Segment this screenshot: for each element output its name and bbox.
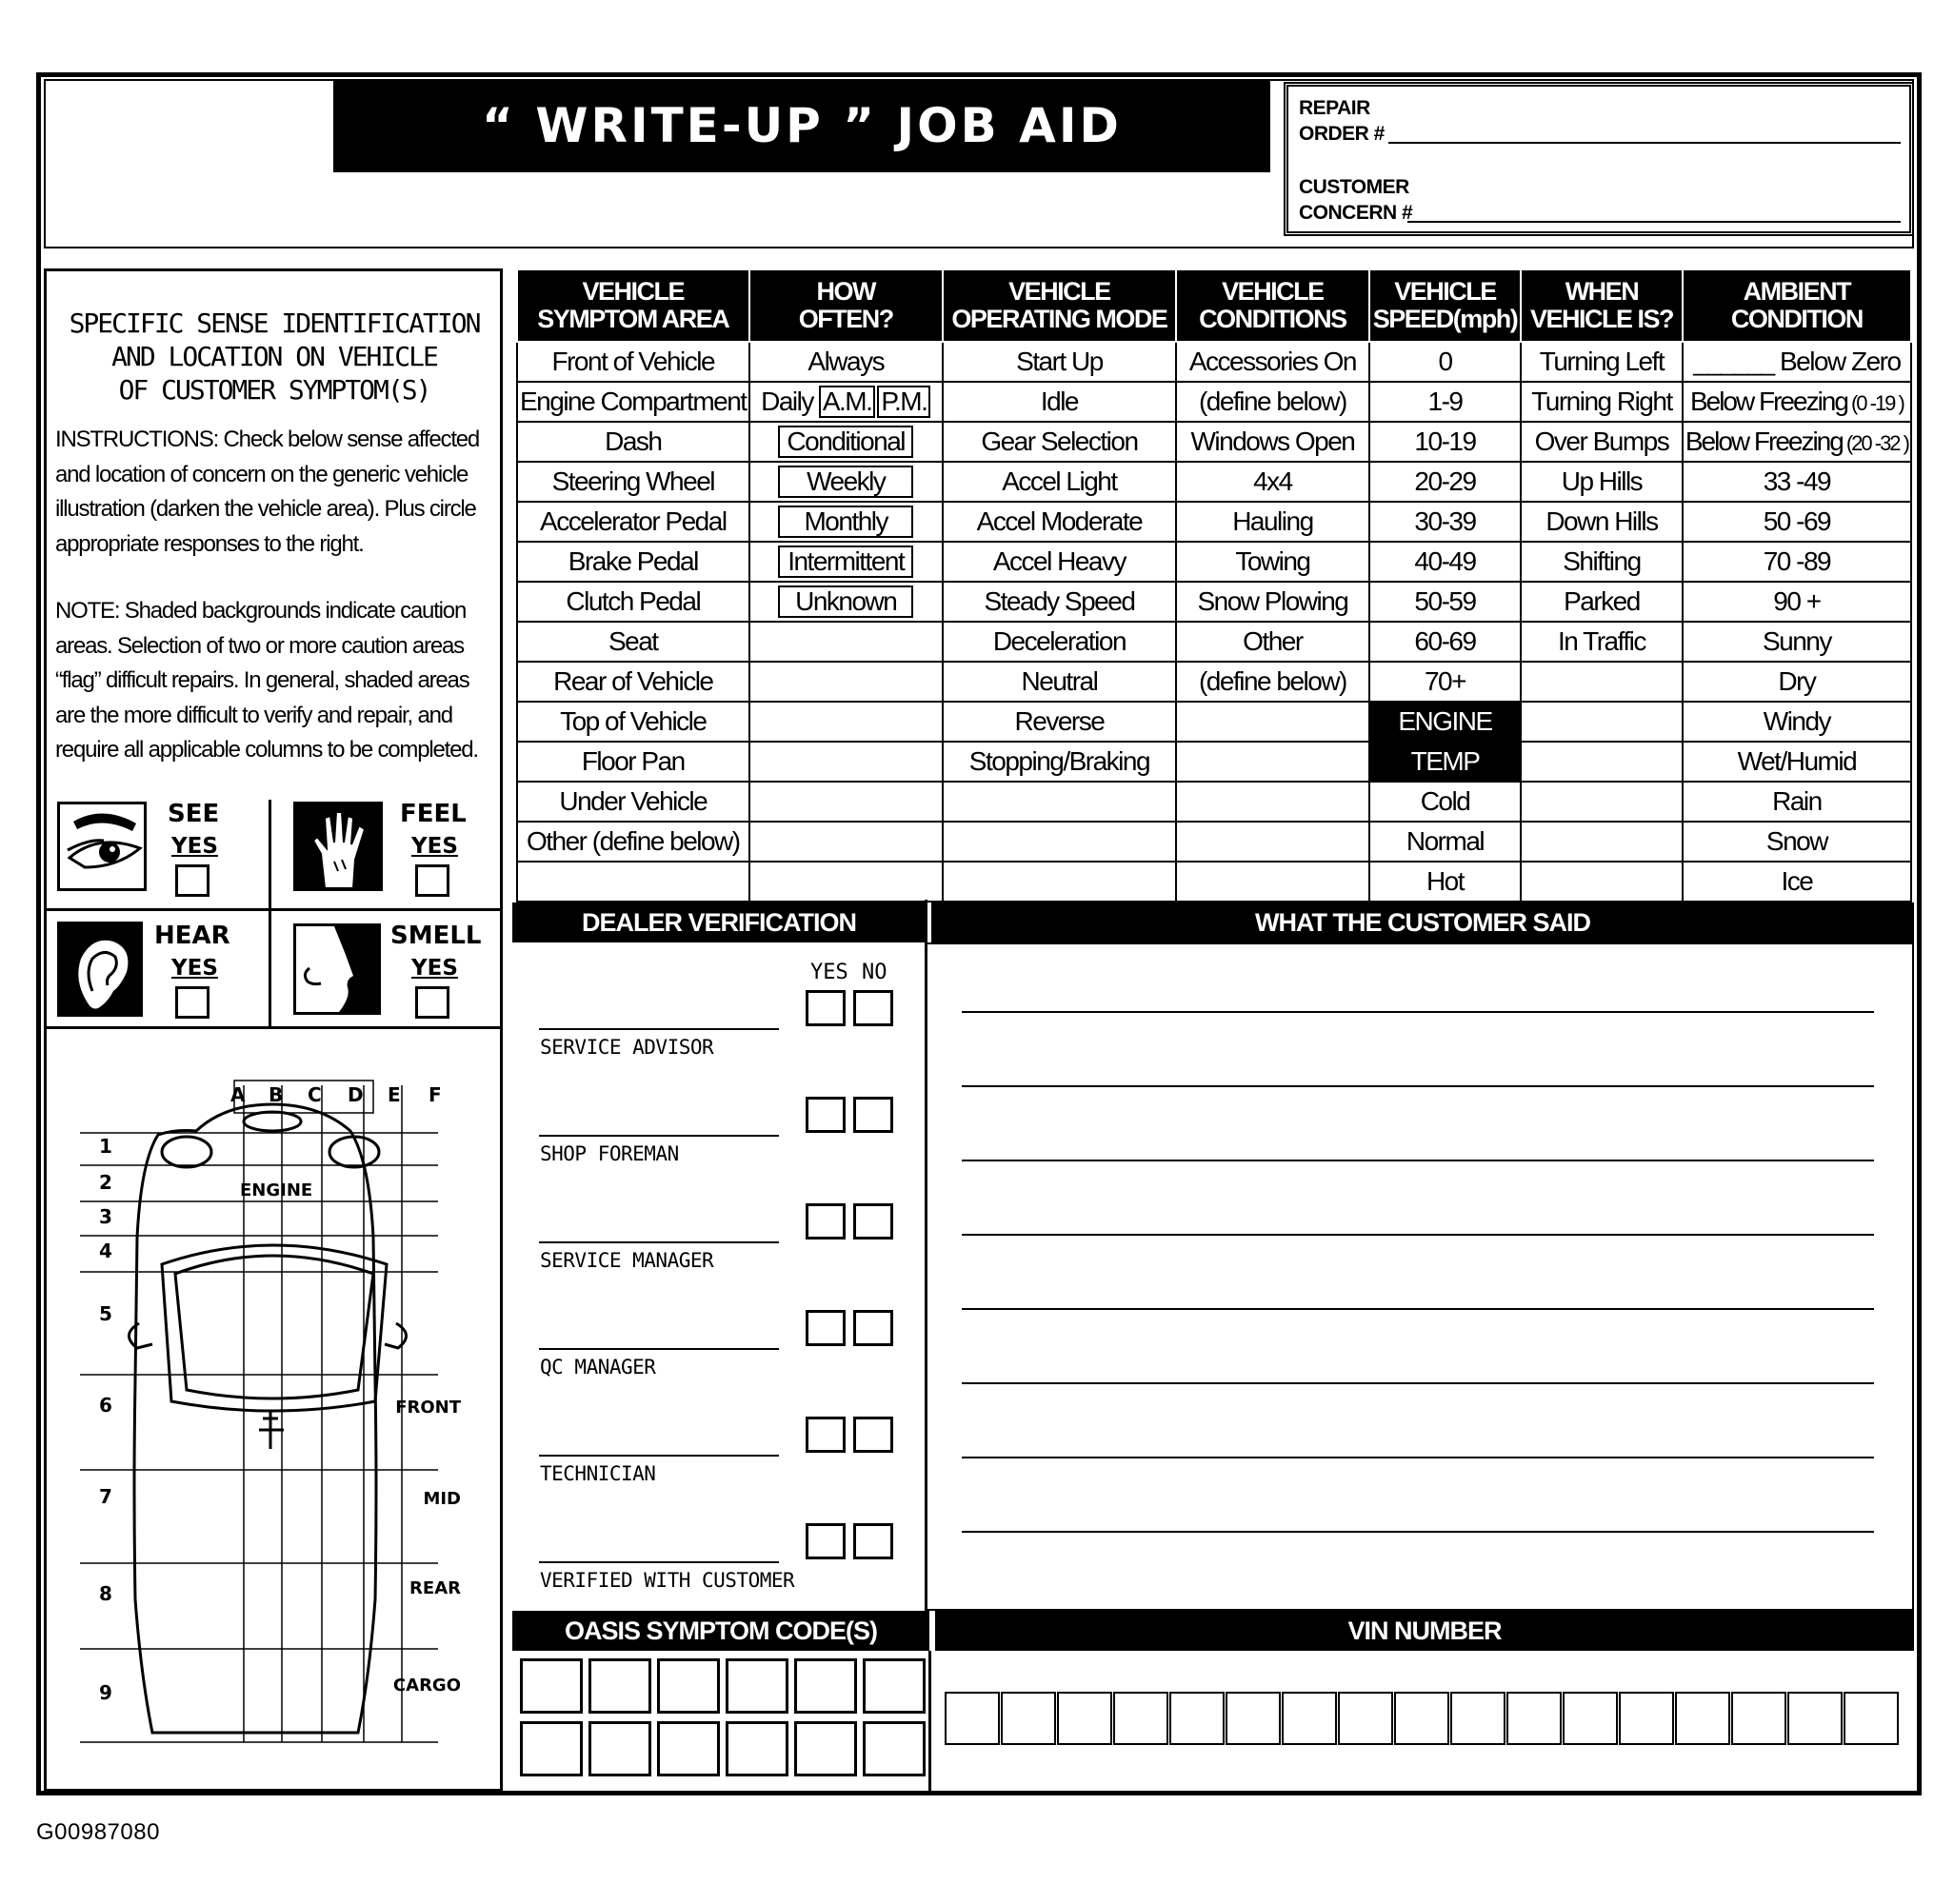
how-often-option[interactable]: Intermittent: [778, 545, 913, 578]
how-often-cell[interactable]: [749, 502, 943, 542]
sense-divider: [269, 800, 271, 1026]
ambient-value[interactable]: Rain: [1772, 786, 1822, 816]
note-text: NOTE: Shaded backgrounds indicate caution areas. Selection of two or more caution areas “flag” difficult repairs. In general, shaded areas are the more difficult to verify and repair, and require all applicable columns to be completed.: [55, 598, 478, 763]
operating-mode-cell[interactable]: Deceleration: [943, 622, 1176, 662]
grid-row-label: 2: [99, 1171, 112, 1194]
writing-line[interactable]: [962, 1457, 1874, 1458]
vin-character-box[interactable]: [1450, 1692, 1505, 1745]
see-label: SEE: [168, 800, 220, 828]
smell-yes-checkbox[interactable]: [415, 986, 449, 1019]
when-cell[interactable]: Parked: [1521, 582, 1683, 622]
ambient-cell[interactable]: [1683, 622, 1911, 662]
when-cell[interactable]: [1521, 862, 1683, 902]
ambient-value[interactable]: Wet/Humid: [1737, 746, 1857, 776]
when-cell[interactable]: [1521, 822, 1683, 862]
speed-cell[interactable]: TEMP: [1369, 742, 1521, 782]
conditions-cell[interactable]: [1176, 782, 1369, 822]
vin-character-box[interactable]: [1731, 1692, 1786, 1745]
ambient-cell[interactable]: [1683, 702, 1911, 742]
speed-cell[interactable]: ENGINE: [1369, 702, 1521, 742]
signature-line[interactable]: [539, 1028, 779, 1030]
operating-mode-cell[interactable]: [943, 862, 1176, 902]
symptom-area-cell[interactable]: Front of Vehicle: [517, 342, 749, 382]
grid-column-label: D: [348, 1083, 364, 1106]
ear-icon: [57, 922, 143, 1017]
symptom-area-cell[interactable]: [517, 862, 749, 902]
how-often-cell[interactable]: [749, 622, 943, 662]
vin-character-box[interactable]: [1563, 1692, 1618, 1745]
how-often-cell[interactable]: [749, 382, 943, 422]
operating-mode-cell[interactable]: Accel Moderate: [943, 502, 1176, 542]
symptom-area-cell[interactable]: Steering Wheel: [517, 462, 749, 502]
operating-mode-cell[interactable]: [943, 822, 1176, 862]
oasis-code-box[interactable]: [726, 1721, 788, 1776]
engine-label: ENGINE: [240, 1180, 313, 1200]
repair-order-field[interactable]: [1388, 142, 1901, 144]
symptom-table-header: [517, 269, 1911, 342]
how-often-cell[interactable]: [749, 582, 943, 622]
symptom-table-row: [517, 782, 1911, 822]
how-often-cell[interactable]: [749, 662, 943, 702]
ambient-value[interactable]: Dry: [1778, 666, 1816, 696]
vin-character-box[interactable]: [945, 1692, 1000, 1745]
hear-label: HEAR: [154, 922, 230, 950]
header-conditions: VEHICLE CONDITIONS: [1176, 269, 1369, 342]
symptom-area-cell[interactable]: Top of Vehicle: [517, 702, 749, 742]
oasis-code-box[interactable]: [794, 1658, 857, 1714]
vin-character-box[interactable]: [1001, 1692, 1056, 1745]
yes-checkbox[interactable]: [806, 1310, 846, 1346]
role-label: QC MANAGER: [540, 1356, 656, 1378]
grid-row-label: 8: [99, 1582, 112, 1605]
ambient-range: (20 -32 ): [1845, 431, 1908, 455]
operating-mode-cell[interactable]: Idle: [943, 382, 1176, 422]
speed-cell[interactable]: 0: [1369, 342, 1521, 382]
vin-character-box[interactable]: [1226, 1692, 1281, 1745]
vin-character-box[interactable]: [1675, 1692, 1730, 1745]
writing-line[interactable]: [962, 1382, 1874, 1384]
ambient-range: (0 -19 ): [1850, 391, 1904, 415]
when-cell[interactable]: Down Hills: [1521, 502, 1683, 542]
yes-column-label: YES: [810, 961, 848, 984]
ambient-cell[interactable]: [1683, 382, 1911, 422]
symptom-area-cell[interactable]: Other (define below): [517, 822, 749, 862]
daily-label[interactable]: Daily: [761, 387, 813, 416]
conditions-cell[interactable]: Snow Plowing: [1176, 582, 1369, 622]
oasis-code-box[interactable]: [657, 1658, 720, 1714]
ambient-cell[interactable]: [1683, 462, 1911, 502]
ambient-value[interactable]: Windy: [1763, 706, 1831, 736]
symptom-table-row: [517, 862, 1911, 902]
vin-character-box[interactable]: [1844, 1692, 1899, 1745]
conditions-cell[interactable]: Towing: [1176, 542, 1369, 582]
how-often-option[interactable]: Weekly: [778, 466, 913, 498]
ambient-cell[interactable]: [1683, 422, 1911, 462]
when-cell[interactable]: [1521, 702, 1683, 742]
grid-row-label: 7: [99, 1485, 112, 1508]
feel-yes-label: YES: [411, 834, 458, 859]
operating-mode-cell[interactable]: Gear Selection: [943, 422, 1176, 462]
vin-character-box[interactable]: [1394, 1692, 1449, 1745]
no-checkbox[interactable]: [853, 1310, 893, 1346]
vin-character-box[interactable]: [1619, 1692, 1674, 1745]
symptom-area-cell[interactable]: Accelerator Pedal: [517, 502, 749, 542]
role-label: SHOP FOREMAN: [540, 1142, 679, 1165]
symptom-table-row: [517, 502, 1911, 542]
vin-character-box[interactable]: [1787, 1692, 1843, 1745]
speed-cell[interactable]: 50-59: [1369, 582, 1521, 622]
speed-cell[interactable]: 10-19: [1369, 422, 1521, 462]
symptom-area-cell[interactable]: Rear of Vehicle: [517, 662, 749, 702]
signature-line[interactable]: [539, 1135, 779, 1137]
symptom-area-cell[interactable]: Floor Pan: [517, 742, 749, 782]
symptom-area-cell[interactable]: Brake Pedal: [517, 542, 749, 582]
symptom-table-row: [517, 382, 1911, 422]
conditions-cell[interactable]: [1176, 742, 1369, 782]
oasis-code-box[interactable]: [657, 1721, 720, 1776]
sense-panel-title: SPECIFIC SENSE IDENTIFICATION AND LOCATION ON VEHICLE OF CUSTOMER SYMPTOM(S): [69, 307, 480, 406]
grid-row-label: 4: [99, 1240, 112, 1262]
figure-id: G00987080: [36, 1819, 160, 1845]
customer-concern-label: CUSTOMER CONCERN #: [1299, 176, 1413, 224]
feel-yes-checkbox[interactable]: [415, 864, 449, 897]
signature-line[interactable]: [539, 1455, 779, 1457]
when-cell[interactable]: Shifting: [1521, 542, 1683, 582]
conditions-cell[interactable]: [1176, 702, 1369, 742]
dealer-verification-header: DEALER VERIFICATION: [512, 902, 926, 942]
ambient-value[interactable]: 90 +: [1773, 586, 1821, 616]
oasis-code-box[interactable]: [863, 1721, 926, 1776]
when-cell[interactable]: Over Bumps: [1521, 422, 1683, 462]
symptom-table-row: [517, 822, 1911, 862]
symptom-table-row: [517, 422, 1911, 462]
symptom-table: [516, 268, 1912, 902]
symptom-area-cell[interactable]: Dash: [517, 422, 749, 462]
vin-header: VIN NUMBER: [935, 1611, 1914, 1651]
oasis-code-box[interactable]: [794, 1721, 857, 1776]
how-often-option[interactable]: Conditional: [778, 426, 913, 458]
symptom-table-row: [517, 662, 1911, 702]
how-often-cell[interactable]: [749, 782, 943, 822]
zone-label: CARGO: [392, 1676, 461, 1696]
yes-checkbox[interactable]: [806, 1203, 846, 1240]
how-often-cell[interactable]: [749, 462, 943, 502]
operating-mode-cell[interactable]: Accel Light: [943, 462, 1176, 502]
conditions-cell[interactable]: 4x4: [1176, 462, 1369, 502]
speed-cell[interactable]: 1-9: [1369, 382, 1521, 422]
ambient-value[interactable]: 33 -49: [1763, 466, 1831, 496]
signature-line[interactable]: [539, 1561, 779, 1563]
operating-mode-cell[interactable]: Steady Speed: [943, 582, 1176, 622]
oasis-code-box[interactable]: [520, 1721, 583, 1776]
ambient-cell[interactable]: [1683, 662, 1911, 702]
ambient-cell[interactable]: [1683, 542, 1911, 582]
ambient-value[interactable]: ______ Below Zero: [1693, 347, 1901, 376]
see-yes-checkbox[interactable]: [175, 864, 209, 897]
writing-line[interactable]: [962, 1085, 1874, 1087]
no-column-label: NO: [862, 961, 887, 984]
header-ambient: AMBIENT CONDITION: [1683, 269, 1911, 342]
how-often-cell[interactable]: [749, 702, 943, 742]
grid-column-label: B: [269, 1083, 284, 1106]
symptom-table-row: [517, 702, 1911, 742]
yes-checkbox[interactable]: [806, 1523, 846, 1559]
symptom-table-row: [517, 542, 1911, 582]
nose-icon: [293, 923, 381, 1015]
repair-label: REPAIR ORDER #: [1299, 97, 1385, 145]
no-checkbox[interactable]: [853, 1203, 893, 1240]
how-often-option[interactable]: Unknown: [778, 585, 913, 618]
grid-row-label: 6: [99, 1394, 112, 1417]
no-checkbox[interactable]: [853, 1097, 893, 1133]
conditions-cell[interactable]: Hauling: [1176, 502, 1369, 542]
when-cell[interactable]: [1521, 742, 1683, 782]
conditions-cell[interactable]: Windows Open: [1176, 422, 1369, 462]
yes-checkbox[interactable]: [806, 1417, 846, 1453]
signature-line[interactable]: [539, 1241, 779, 1243]
symptom-table-row: [517, 462, 1911, 502]
symptom-table-row: [517, 342, 1911, 382]
smell-yes-label: YES: [411, 956, 458, 981]
how-often-cell[interactable]: [749, 862, 943, 902]
how-often-cell[interactable]: Always: [749, 342, 943, 382]
no-checkbox[interactable]: [853, 1523, 893, 1559]
no-checkbox[interactable]: [853, 990, 893, 1026]
how-often-cell[interactable]: [749, 742, 943, 782]
how-often-option[interactable]: Monthly: [778, 506, 913, 538]
ambient-value[interactable]: Below Freezing: [1685, 426, 1843, 456]
ambient-value[interactable]: Snow: [1765, 826, 1827, 856]
symptom-area-cell[interactable]: Seat: [517, 622, 749, 662]
oasis-code-box[interactable]: [863, 1658, 926, 1714]
hear-yes-checkbox[interactable]: [175, 986, 209, 1019]
speed-cell[interactable]: 30-39: [1369, 502, 1521, 542]
conditions-cell[interactable]: (define below): [1176, 662, 1369, 702]
when-cell[interactable]: [1521, 662, 1683, 702]
operating-mode-cell[interactable]: Start Up: [943, 342, 1176, 382]
ambient-value[interactable]: Below Freezing: [1689, 387, 1847, 416]
symptom-area-cell[interactable]: Clutch Pedal: [517, 582, 749, 622]
zone-label: REAR: [409, 1578, 461, 1598]
oasis-code-box[interactable]: [726, 1658, 788, 1714]
role-label: SERVICE ADVISOR: [540, 1036, 714, 1059]
header-when: WHEN VEHICLE IS?: [1521, 269, 1683, 342]
form-title: “ WRITE-UP ” JOB AID: [333, 79, 1270, 172]
grid-row-label: 1: [99, 1135, 112, 1158]
grid-row-label: 9: [99, 1681, 112, 1704]
symptom-table-row: [517, 622, 1911, 662]
when-cell[interactable]: Up Hills: [1521, 462, 1683, 502]
see-yes-label: YES: [171, 834, 218, 859]
ambient-value[interactable]: Sunny: [1762, 626, 1831, 656]
oasis-code-box[interactable]: [588, 1658, 651, 1714]
vin-character-box[interactable]: [1282, 1692, 1337, 1745]
speed-cell[interactable]: 20-29: [1369, 462, 1521, 502]
ambient-value[interactable]: Ice: [1781, 866, 1813, 896]
header-operating-mode: VEHICLE OPERATING MODE: [943, 269, 1176, 342]
yes-checkbox[interactable]: [806, 1097, 846, 1133]
when-cell[interactable]: In Traffic: [1521, 622, 1683, 662]
symptom-table-row: [517, 742, 1911, 782]
speed-cell[interactable]: Normal: [1369, 822, 1521, 862]
grid-column-label: C: [308, 1083, 322, 1106]
grid-column-label: F: [429, 1083, 442, 1106]
grid-row-label: 5: [99, 1302, 112, 1325]
when-cell[interactable]: Turning Right: [1521, 382, 1683, 422]
when-cell[interactable]: Turning Left: [1521, 342, 1683, 382]
speed-cell[interactable]: 60-69: [1369, 622, 1521, 662]
writing-line[interactable]: [962, 1531, 1874, 1533]
ambient-cell[interactable]: [1683, 342, 1911, 382]
ambient-value[interactable]: 70 -89: [1763, 546, 1831, 576]
operating-mode-cell[interactable]: Reverse: [943, 702, 1176, 742]
vin-character-box[interactable]: [1057, 1692, 1112, 1745]
feel-label: FEEL: [400, 800, 467, 828]
role-label: SERVICE MANAGER: [540, 1249, 714, 1272]
oasis-code-box[interactable]: [588, 1721, 651, 1776]
hand-icon: [293, 802, 383, 891]
speed-cell[interactable]: Hot: [1369, 862, 1521, 902]
vin-character-box[interactable]: [1169, 1692, 1225, 1745]
no-checkbox[interactable]: [853, 1417, 893, 1453]
yes-checkbox[interactable]: [806, 990, 846, 1026]
how-often-cell[interactable]: [749, 422, 943, 462]
when-cell[interactable]: [1521, 782, 1683, 822]
sense-divider: [44, 908, 503, 911]
conditions-cell[interactable]: [1176, 822, 1369, 862]
signature-line[interactable]: [539, 1348, 779, 1350]
customer-concern-field[interactable]: [1407, 221, 1901, 223]
operating-mode-cell[interactable]: Stopping/Braking: [943, 742, 1176, 782]
ambient-cell[interactable]: [1683, 502, 1911, 542]
how-often-cell[interactable]: [749, 542, 943, 582]
speed-cell[interactable]: 40-49: [1369, 542, 1521, 582]
vin-character-box[interactable]: [1113, 1692, 1168, 1745]
smell-label: SMELL: [390, 922, 482, 950]
conditions-cell[interactable]: Accessories On: [1176, 342, 1369, 382]
am-option[interactable]: A.M.: [819, 386, 876, 418]
operating-mode-cell[interactable]: [943, 782, 1176, 822]
speed-cell[interactable]: 70+: [1369, 662, 1521, 702]
grid-row-label: 3: [99, 1205, 112, 1228]
symptom-table-row: [517, 582, 1911, 622]
role-label: VERIFIED WITH CUSTOMER: [540, 1569, 795, 1592]
pm-option[interactable]: P.M.: [877, 386, 930, 418]
instructions-text: INSTRUCTIONS: Check below sense affected and location of concern on the generic vehicle illustration (darken the vehicle area). Plus circle appropriate responses to the right.: [55, 426, 480, 557]
ambient-value[interactable]: 50 -69: [1763, 506, 1831, 536]
customer-said-box: [927, 942, 1914, 1611]
grid-column-label: A: [230, 1083, 246, 1106]
zone-label: MID: [423, 1489, 461, 1509]
vin-character-box[interactable]: [1506, 1692, 1562, 1745]
eye-icon: [57, 802, 147, 891]
ambient-cell[interactable]: [1683, 582, 1911, 622]
writing-line[interactable]: [962, 1234, 1874, 1236]
hear-yes-label: YES: [171, 956, 218, 981]
conditions-cell[interactable]: Other: [1176, 622, 1369, 662]
operating-mode-cell[interactable]: Accel Heavy: [943, 542, 1176, 582]
how-often-cell[interactable]: [749, 822, 943, 862]
ambient-cell[interactable]: [1683, 782, 1911, 822]
role-label: TECHNICIAN: [540, 1462, 656, 1485]
sense-divider: [44, 1026, 503, 1029]
writing-line[interactable]: [962, 1308, 1874, 1310]
zone-label: FRONT: [395, 1398, 461, 1418]
ambient-cell[interactable]: [1683, 862, 1911, 902]
ambient-cell[interactable]: [1683, 742, 1911, 782]
grid-column-label: E: [388, 1083, 401, 1106]
conditions-cell[interactable]: [1176, 862, 1369, 902]
ambient-cell[interactable]: [1683, 822, 1911, 862]
symptom-area-cell[interactable]: Under Vehicle: [517, 782, 749, 822]
oasis-header: OASIS SYMPTOM CODE(S): [512, 1611, 929, 1651]
header-speed: VEHICLE SPEED(mph): [1369, 269, 1521, 342]
oasis-code-box[interactable]: [520, 1658, 583, 1714]
symptom-area-cell[interactable]: Engine Compartment: [517, 382, 749, 422]
customer-said-header: WHAT THE CUSTOMER SAID: [931, 902, 1914, 942]
header-symptom-area: VEHICLE SYMPTOM AREA: [517, 269, 749, 342]
writing-line[interactable]: [962, 1160, 1874, 1161]
writing-line[interactable]: [962, 1011, 1874, 1013]
operating-mode-cell[interactable]: Neutral: [943, 662, 1176, 702]
speed-cell[interactable]: Cold: [1369, 782, 1521, 822]
header-how-often: HOW OFTEN?: [749, 269, 943, 342]
conditions-cell[interactable]: (define below): [1176, 382, 1369, 422]
vin-character-box[interactable]: [1338, 1692, 1393, 1745]
